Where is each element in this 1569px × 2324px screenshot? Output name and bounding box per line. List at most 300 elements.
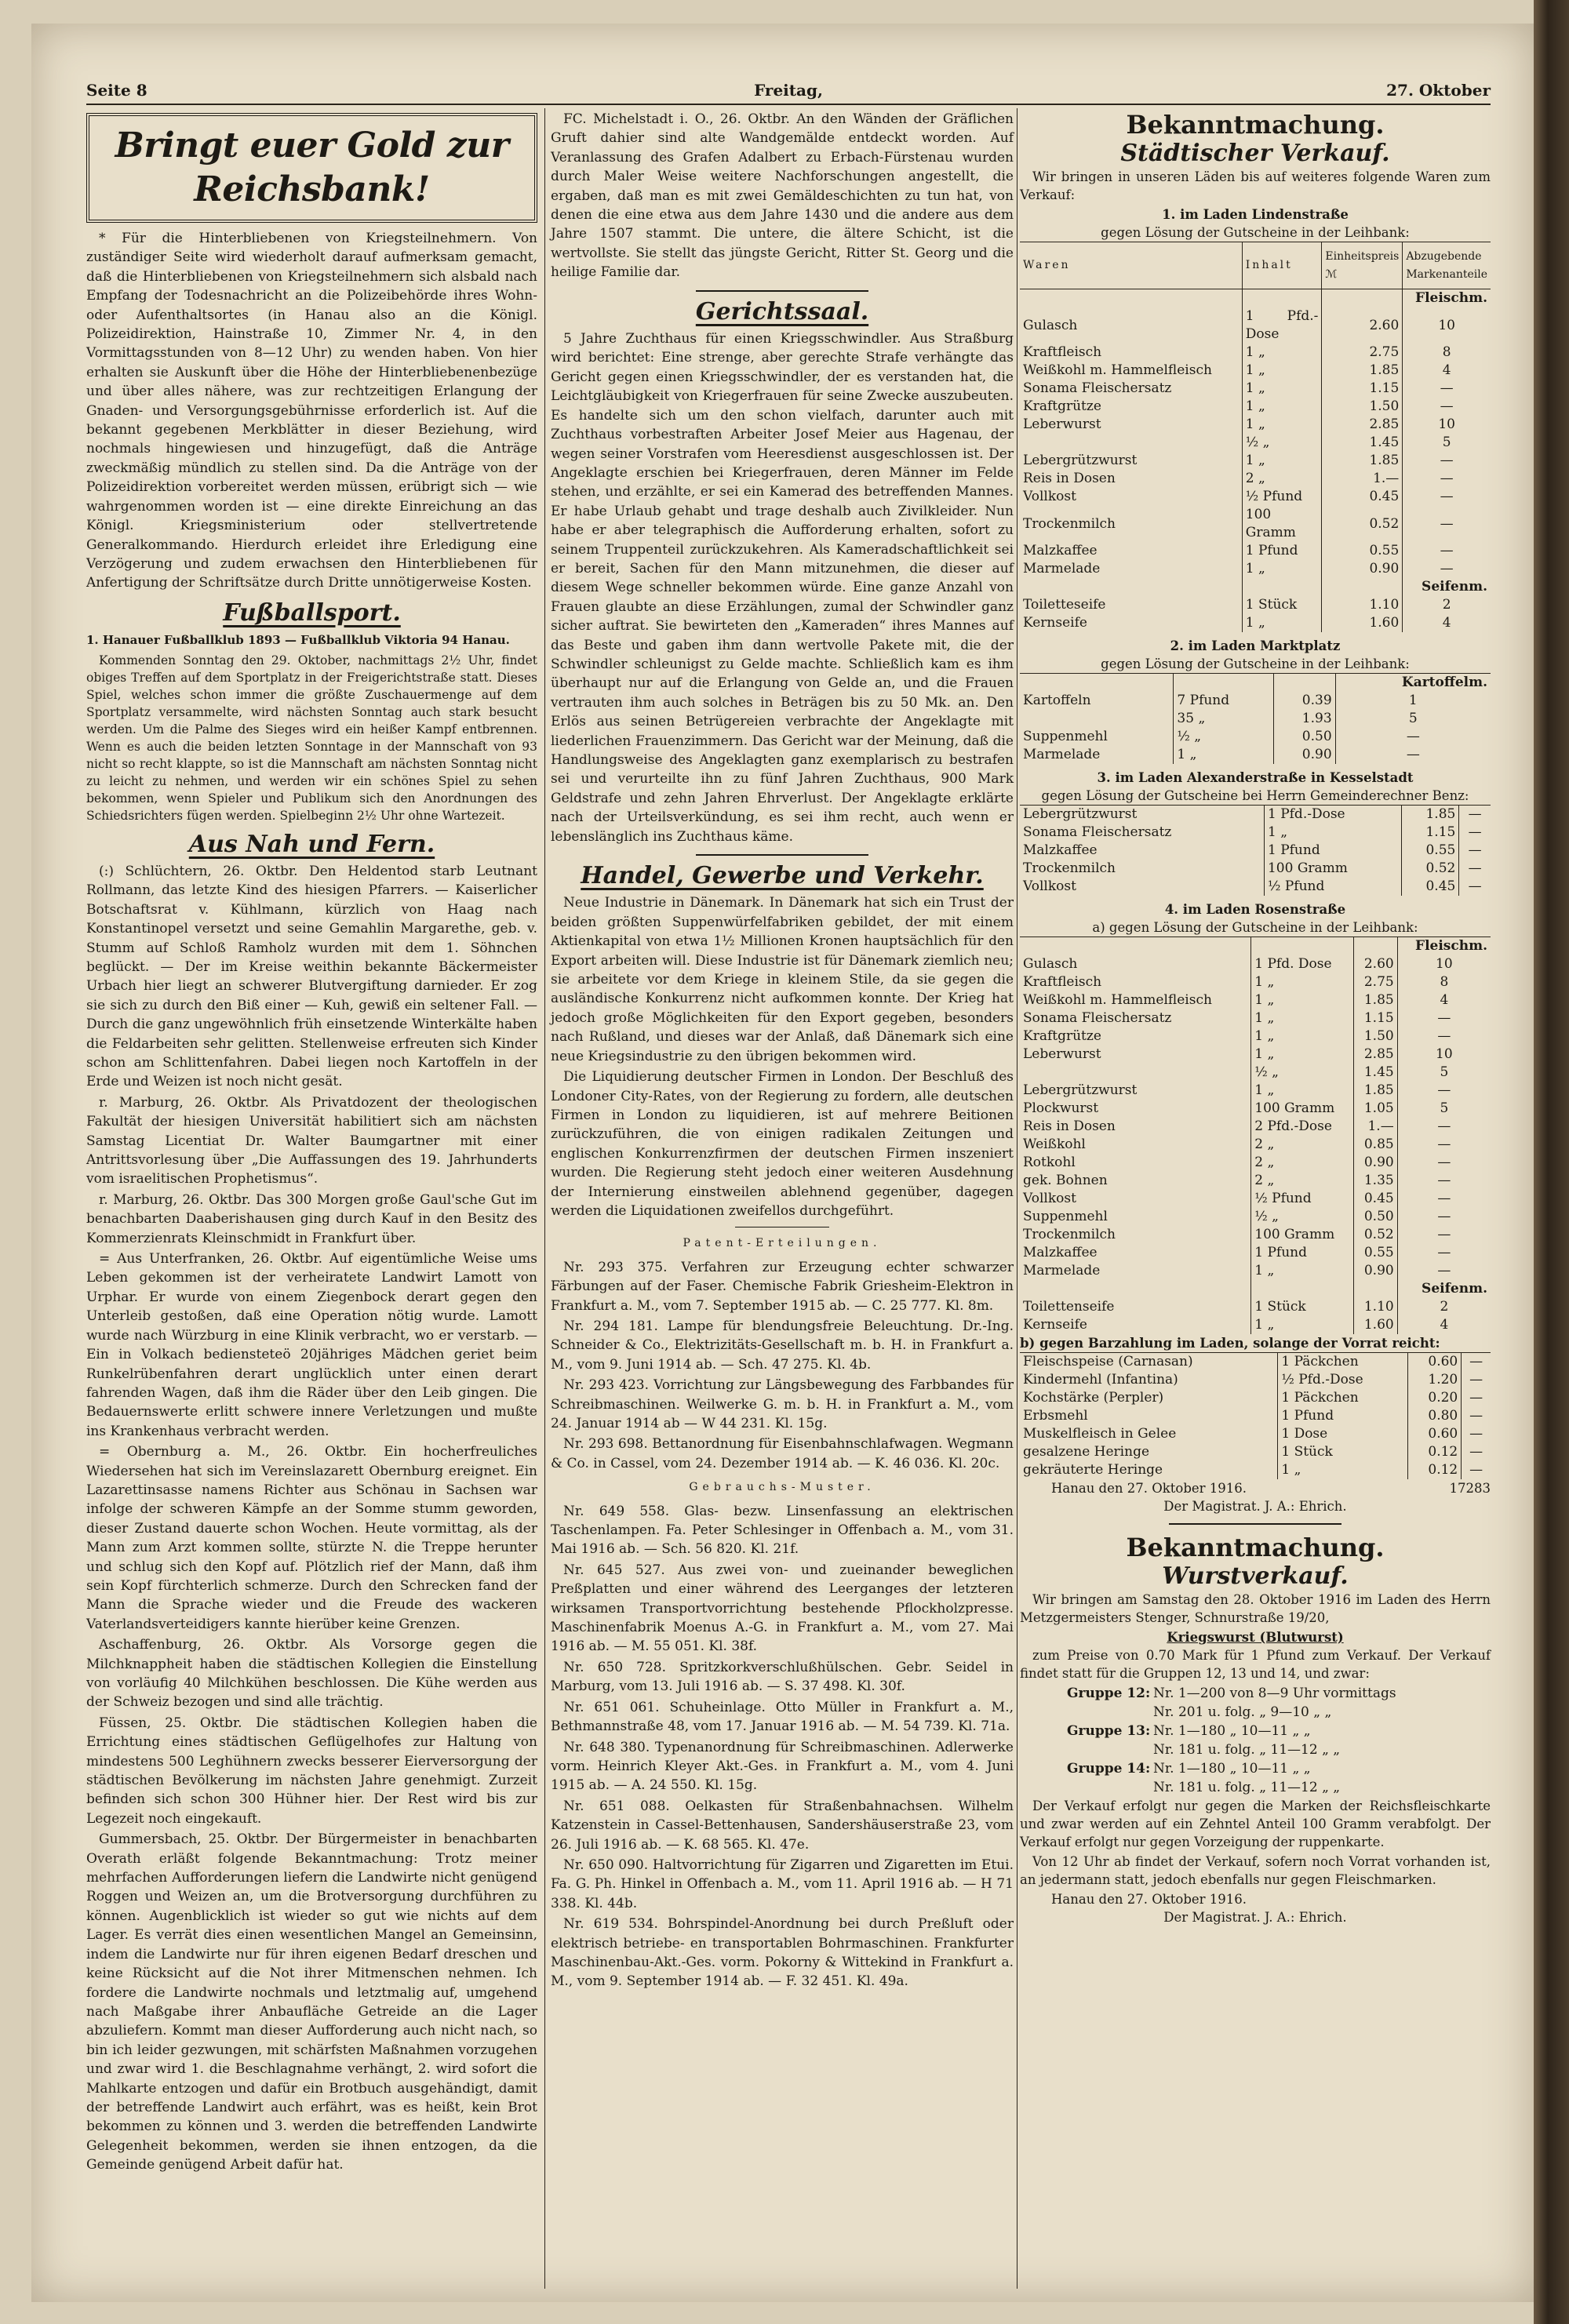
group-row	[1067, 1759, 1491, 1778]
table-row	[1020, 470, 1491, 488]
group-row	[1067, 1684, 1491, 1703]
item-name: Fleischspeise (Carnasan)	[1023, 1354, 1193, 1369]
item-size: ½ „	[1174, 728, 1273, 746]
item-price: 2.75	[1322, 344, 1403, 362]
table-row	[1020, 1027, 1491, 1046]
item-marks: —	[1397, 1190, 1491, 1208]
table-row	[1020, 1172, 1491, 1190]
table-row	[1020, 1371, 1491, 1389]
item-name: Kartoffeln	[1023, 693, 1091, 708]
column-2	[551, 110, 1014, 1993]
item-marks: 10	[1397, 1046, 1491, 1064]
product-name: Kriegswurst (Blutwurst)	[1167, 1630, 1344, 1645]
patent-entry: Nr. 293 375. Verfahren zur Erzeugung echter schwarzer Färbungen auf der Faser. Chemische Fabrik Griesheim-Elektron in Frankfurt a. M., vom 7. September 1915 ab. — C. 25 777. Kl. 8m.	[551, 1259, 1014, 1314]
page-header	[86, 78, 1491, 102]
item-size: 1 Pfund	[1264, 842, 1401, 860]
item-marks: —	[1462, 1407, 1491, 1425]
item-size: 2 Pfd.-Dose	[1251, 1118, 1354, 1136]
table-row	[1020, 1461, 1491, 1479]
item-size: 1 „	[1251, 1046, 1354, 1064]
item-size: 1 Pfund	[1251, 1244, 1354, 1262]
item-name: Kochstärke (Perpler)	[1023, 1390, 1164, 1406]
table-row	[1020, 362, 1491, 380]
item-marks: 5	[1397, 1100, 1491, 1118]
category-label: Fleischm.	[1403, 289, 1491, 308]
item-name: Toilettenseife	[1023, 1299, 1115, 1315]
table-row	[1020, 746, 1491, 764]
item-name: Toiletteseife	[1023, 597, 1106, 613]
item-marks: —	[1459, 806, 1491, 824]
item-price: 1.10	[1322, 596, 1403, 614]
item-name: gekräuterte Heringe	[1023, 1462, 1163, 1478]
item-marks: 4	[1403, 362, 1491, 380]
item-name: Plockwurst	[1023, 1100, 1099, 1116]
patent-title: Patent-Erteilungen.	[683, 1237, 882, 1250]
price-table-1	[1020, 242, 1491, 632]
table-row	[1020, 955, 1491, 973]
table-row	[1020, 1443, 1491, 1461]
notice-signature: Der Magistrat. J. A.: Ehrich.	[1163, 1910, 1347, 1925]
article-daenemark: Neue Industrie in Dänemark. In Dänemark hat sich ein Trust der beiden größten Suppenwürfelfabriken gebildet, der mit einem Aktienkapital von etwa 1½ Millionen Kronen hauptsächlich für den Export arbeiten will. Diese Industrie ist für Dänemark ziemlich neu; sie arbeitete vor dem Kriege in kleinem Stile, da sie gegen die ausländische Konkurrenz nicht aufkommen konnte. Der Krieg hat jedoch große Möglichkeiten für den Export gegeben, besonders nach Rußland, und dieses war der Anlaß, daß Dänemark sich eine neue Kriegsindustrie zu den übrigen bekommen wird.	[551, 895, 1014, 1064]
shop-subheading: gegen Lösung der Gutscheine in der Leihbank:	[1101, 656, 1410, 671]
item-marks: —	[1403, 560, 1491, 578]
gebrauchsmuster-title: Gebrauchs-Muster.	[689, 1481, 876, 1494]
item-price: 1.85	[1322, 362, 1403, 380]
group-label: Gruppe 13:	[1067, 1723, 1151, 1739]
item-price: 0.45	[1322, 488, 1403, 506]
gebrauchsmuster-entry: Nr. 650 090. Haltvorrichtung für Zigarren und Zigaretten im Etui. Fa. G. Ph. Hinkel in Offenbach a. M., vom 11. April 1916 ab. — H 71 338. Kl. 44b.	[551, 1857, 1014, 1911]
news-item: = Obernburg a. M., 26. Oktbr. Ein hocherfreuliches Wiedersehen hat sich im Vereinslazarett Obernburg ereignet. Ein Lazarettinsasse namens Richter aus Schönau in Sachsen war infolge der schweren Kämpfe an der Somme stumm geworden, dieser Zustand dauerte schon Wochen. Heute vormittag, als der Mann zum Arzt kommen sollte, stürzte N. die Treppe herunter und schlug sich den Kopf auf. Plötzlich rief der Mann, daß ihm sein Kopf fürchterlich schmerze. Durch den Schrecken fand der Mann die Sprache wieder und die Freude des wackeren Vaterlandsverteidigers kannte hierüber keine Grenzen.	[86, 1444, 537, 1632]
article-london: Die Liquidierung deutscher Firmen in London. Der Beschluß des Londoner City-Rates, von der Regierung zu fordern, alle deutschen Firmen in London zu liquidieren, ist auf mehrere Beitionen zurückzuführen, die von einigen radikalen Zeitungen und englischen Konkurrenzfirmen der deutschen Firmen inszeniert wurden. Die Regierung steht jedoch einer weiteren Ausdehnung der Internierung einstweilen ablehnend gegenüber, dagegen werden die Liquidationen zweifellos durchgeführt.	[551, 1069, 1014, 1219]
notice-text: Von 12 Uhr ab findet der Verkauf, sofern noch Vorrat vorhanden ist, an jedermann statt, jedoch ebenfalls nur gegen Fleischmarken.	[1020, 1854, 1491, 1887]
item-marks: —	[1335, 746, 1491, 764]
item-size: 1 Dose	[1278, 1425, 1407, 1443]
item-price: 1.45	[1322, 434, 1403, 452]
item-size: 1 „	[1251, 973, 1354, 991]
item-name: Gulasch	[1023, 956, 1078, 972]
table-row	[1020, 824, 1491, 842]
item-price: 0.45	[1401, 878, 1459, 896]
item-marks: —	[1459, 842, 1491, 860]
item-size: 1 „	[1174, 746, 1273, 764]
table-row	[1020, 728, 1491, 746]
column-divider-1	[544, 108, 545, 2289]
shop-heading: 2. im Laden Marktplatz	[1170, 638, 1341, 653]
gebrauchsmuster-entry: Nr. 619 534. Bohrspindel-Anordnung bei durch Preßluft oder elektrisch betriebe- en transportablen Bohrmaschinen. Frankfurter Maschinenbau-Akt.-Ges. vorm. Pokorny & Wittekind in Frankfurt a. M., vom 9. September 1914 ab. — F. 32 451. Kl. 49a.	[551, 1916, 1014, 1990]
item-size: ½ „	[1242, 434, 1322, 452]
item-name: Weißkohl m. Hammelfleisch	[1023, 362, 1212, 378]
item-price: 0.55	[1354, 1244, 1397, 1262]
gebrauchsmuster-entry: Nr. 649 558. Glas- bezw. Linsenfassung an elektrischen Taschenlampen. Fa. Peter Schlesinger in Offenbach a. M., vom 31. Mai 1916 ab. — Sch. 56 820. Kl. 21f.	[551, 1503, 1014, 1558]
item-size: 1 „	[1251, 991, 1354, 1009]
shop-heading: 1. im Laden Lindenstraße	[1162, 207, 1349, 222]
item-name	[1020, 1064, 1251, 1082]
patent-entry: Nr. 293 423. Vorrichtung zur Längsbewegung des Farbbandes für Schreibmaschinen. Weilwerke G. m. b. H. in Frankfurt a. M., vom 24. Januar 1914 ab — W 44 231. Kl. 15g.	[551, 1377, 1014, 1431]
item-name: Vollkost	[1023, 489, 1076, 504]
table-row	[1020, 1389, 1491, 1407]
shop-subheading: a) gegen Lösung der Gutscheine in der Leihbank:	[1092, 920, 1418, 935]
item-price: 0.50	[1273, 728, 1335, 746]
item-price: 1.45	[1354, 1064, 1397, 1082]
article-michelstadt: FC. Michelstadt i. O., 26. Oktbr. An den Wänden der Gräflichen Gruft dahier sind alte Wandgemälde entdeckt worden. Auf Veranlassung des Grafen Adalbert zu Erbach-Fürstenau wurden durch Maler Weise weitere Nachforschungen angestellt, die ergaben, daß man es mit zwei Gemäldeschichten zu tun hat, von denen die eine etwa aus dem Jahre 1430 und die andere aus dem Jahre 1507 stammt. Die untere, die ältere Schicht, ist die wertvollste. Sie stellt das jüngste Gericht, Ritter St. Georg und die heilige Familie dar.	[551, 111, 1014, 281]
item-price: 0.52	[1354, 1226, 1397, 1244]
table-row	[1020, 1226, 1491, 1244]
header-rule	[86, 104, 1491, 105]
date-label: 27. Oktober	[1386, 81, 1491, 100]
gebrauchsmuster-entry: Nr. 650 728. Spritzkorkverschlußhülschen. Gebr. Seidel in Marburg, vom 13. Juli 1916 ab. — S. 37 498. Kl. 30f.	[551, 1659, 1014, 1695]
section-title-gerichtssaal: Gerichtssaal.	[695, 297, 869, 326]
item-size: 1 „	[1251, 1082, 1354, 1100]
news-item: Gummersbach, 25. Oktbr. Der Bürgermeister in benachbarten Overath erläßt folgende Bekanntmachung: Trotz meiner mehrfachen Aufforderungen liefern die Landwirte nicht genügend Roggen und Weizen an, um die Brotversorgung durchführen zu können. Augenblicklich ist wieder so gut wie nichts auf dem Lager. Es verrät dies einen wesentlichen Mangel an Gemeinsinn, indem die Landwirte nur für ihren eigenen Bedarf dreschen und keine Rücksicht auf die Not ihrer Mitmenschen nehmen. Ich fordere die Landwirte nochmals und letztmalig auf, umgehend nach Maßgabe ihrer Anbaufläche Getreide an die Lager abzuliefern. Kommt man dieser Aufforderung auch nicht nach, so bin ich leider gezwungen, mit schärfsten Maßnahmen vorzugehen und zwar wird 1. die Beschlagnahme verhängt, 2. wird sofort die Mahlkarte entzogen und dafür ein Brotbuch ausgehändigt, damit der betreffende Landwirt auch erfährt, was es heißt, kein Brot bekommen zu können und 3. werden die betreffenden Landwirte Gelegenheit bekommen, werden sie ihnen entzogen, da die Gemeinde genügend Arbeit dafür hat.	[86, 1831, 537, 2173]
news-item: Aschaffenburg, 26. Oktbr. Als Vorsorge gegen die Milchknappheit haben die städtischen Kollegien die Einstellung von vorläufig 40 Milchkühen beschlossen. Die Kühe werden aus der Schweiz bezogen und sind alle trächtig.	[86, 1637, 537, 1711]
category-label: Kartoffelm.	[1335, 674, 1491, 693]
item-size: ½ „	[1251, 1064, 1354, 1082]
item-marks: 4	[1397, 1316, 1491, 1334]
category-row	[1020, 578, 1491, 596]
category-row	[1020, 289, 1491, 308]
item-marks: 5	[1397, 1064, 1491, 1082]
news-item: (:) Schlüchtern, 26. Oktbr. Den Heldentod starb Leutnant Rollmann, das letzte Kind des hiesigen Pfarrers. — Kaiserlicher Botschaftsrat v. Kühlmann, kürzlich von Haag nach Konstantinopel versetzt und seine Gemahlin Margarethe, geb. v. Stumm auf Schloß Ramholz wurden mit dem 1. Söhnchen beglückt. — Der im Kreise weithin bekannte Bäckermeister Urbach hier liegt an schwerer Blutvergiftung darnieder. Er zog sie sich zu durch den Biß einer — Kuh, gewiß ein seltener Fall. — Durch die ganz ungewöhnlich früh einsetzende Winterkälte haben die Feldarbeiten sehr gelitten. Stellenweise erfreuten sich Kinder schon am Schlittenfahren. Dabei liegen noch Kartoffeln in der Erde und Weizen ist noch nicht gesät.	[86, 863, 537, 1090]
weekday: Freitag,	[754, 81, 823, 100]
table-row	[1020, 1316, 1491, 1334]
item-marks: —	[1459, 878, 1491, 896]
table-row	[1020, 806, 1491, 824]
item-marks: —	[1403, 452, 1491, 470]
item-name: Suppenmehl	[1023, 729, 1108, 744]
item-size: 1 Pfund	[1278, 1407, 1407, 1425]
item-name: Lebergrützwurst	[1023, 453, 1138, 468]
table-row	[1020, 596, 1491, 614]
item-price: 1.15	[1354, 1009, 1397, 1027]
notice-date: Hanau den 27. Oktober 1916.	[1051, 1892, 1247, 1907]
table-row	[1020, 1244, 1491, 1262]
item-name: Vollkost	[1023, 878, 1076, 894]
item-name: Erbsmehl	[1023, 1408, 1088, 1424]
notice-intro: Wir bringen in unseren Läden bis auf weiteres folgende Waren zum Verkauf:	[1020, 169, 1491, 202]
item-price: 0.52	[1322, 506, 1403, 542]
table-row	[1020, 842, 1491, 860]
category-row	[1020, 674, 1491, 693]
group-time: Nr. 201 u. folg. „ 9—10 „ „	[1153, 1704, 1332, 1720]
item-price: 1.85	[1354, 991, 1397, 1009]
item-name: Reis in Dosen	[1023, 1118, 1116, 1134]
item-marks: —	[1403, 470, 1491, 488]
item-size: 1 „	[1242, 452, 1322, 470]
item-name: Weißkohl	[1023, 1137, 1086, 1152]
item-price: 0.20	[1407, 1389, 1461, 1407]
item-marks: —	[1403, 488, 1491, 506]
notice-title: Bekanntmachung.	[1126, 1533, 1385, 1562]
category-row	[1020, 1280, 1491, 1298]
item-name	[1020, 434, 1242, 452]
item-price: 1.85	[1354, 1082, 1397, 1100]
item-price: 1.15	[1322, 380, 1403, 398]
item-size: ½ „	[1251, 1208, 1354, 1226]
item-name: Marmelade	[1023, 1263, 1101, 1278]
shop-subheading: b) gegen Barzahlung im Laden, solange der Vorrat reicht:	[1020, 1336, 1440, 1351]
divider	[1169, 1523, 1341, 1525]
shop-subheading: gegen Lösung der Gutscheine in der Leihbank:	[1101, 225, 1410, 240]
item-name: Leberwurst	[1023, 416, 1101, 432]
patent-entry: Nr. 294 181. Lampe für blendungsfreie Beleuchtung. Dr.-Ing. Schneider & Co., Elektrizitäts-Gesellschaft m. b. H. in Frankfurt a. M., vom 9. Juni 1914 ab. — Sch. 47 275. Kl. 4b.	[551, 1318, 1014, 1373]
item-marks: 2	[1397, 1298, 1491, 1316]
gebrauchsmuster-entry: Nr. 645 527. Aus zwei von- und zueinander beweglichen Preßplatten und einer während des Leerganges der letzteren wirksamen Transportvorrichtung bestehende Pflockholzpresse. Maschinenfabrik Moenus A.-G. in Frankfurt a. M., vom 27. Mai 1916 ab. — M. 55 051. Kl. 38f.	[551, 1562, 1014, 1655]
item-size: ½ Pfund	[1264, 878, 1401, 896]
item-name: Lebergrützwurst	[1023, 1082, 1138, 1098]
item-size: 1 Pfd.-Dose	[1264, 806, 1401, 824]
table-row	[1020, 307, 1491, 344]
item-name: Trockenmilch	[1023, 1227, 1116, 1242]
item-name: Trockenmilch	[1023, 860, 1116, 876]
item-name	[1020, 710, 1174, 728]
item-marks: —	[1459, 824, 1491, 842]
category-label: Fleischm.	[1397, 937, 1491, 956]
item-name: Suppenmehl	[1023, 1209, 1108, 1224]
item-price: 2.60	[1354, 955, 1397, 973]
item-size: 7 Pfund	[1174, 692, 1273, 710]
item-price: 0.12	[1407, 1461, 1461, 1479]
item-price: 0.80	[1407, 1407, 1461, 1425]
notice-intro: Wir bringen am Samstag den 28. Oktober 1916 im Laden des Herrn Metzgermeisters Stenger, Schnurstraße 19/20,	[1020, 1592, 1491, 1625]
price-table-2	[1020, 673, 1491, 764]
item-size: 1 Pfund	[1242, 542, 1322, 560]
item-price: 0.60	[1407, 1353, 1461, 1372]
item-size: 1 „	[1242, 560, 1322, 578]
item-price: 0.90	[1273, 746, 1335, 764]
item-size: 1 „	[1242, 614, 1322, 632]
table-row	[1020, 452, 1491, 470]
item-size: 1 „	[1242, 362, 1322, 380]
table-row	[1020, 398, 1491, 416]
item-name: Kindermehl (Infantina)	[1023, 1372, 1178, 1387]
notice-number: 17283	[1449, 1481, 1491, 1496]
item-price: 1.85	[1401, 806, 1459, 824]
item-name: Vollkost	[1023, 1191, 1076, 1206]
item-size: 1 „	[1242, 380, 1322, 398]
item-size: 1 „	[1251, 1009, 1354, 1027]
item-size: 1 „	[1278, 1461, 1407, 1479]
item-marks: 5	[1403, 434, 1491, 452]
item-size: 2 „	[1251, 1172, 1354, 1190]
col-header-waren: Waren	[1020, 242, 1242, 289]
item-name: Trockenmilch	[1023, 515, 1116, 532]
item-name: Sonama Fleischersatz	[1023, 1010, 1172, 1026]
table-row	[1020, 692, 1491, 710]
item-name: Malzkaffee	[1023, 1245, 1098, 1260]
table-row	[1020, 1046, 1491, 1064]
item-marks: 10	[1397, 955, 1491, 973]
item-marks: 5	[1335, 710, 1491, 728]
table-row	[1020, 1064, 1491, 1082]
price-table-4	[1020, 937, 1491, 1334]
table-row	[1020, 560, 1491, 578]
table-row	[1020, 710, 1491, 728]
item-name: Reis in Dosen	[1023, 471, 1116, 486]
item-marks: —	[1462, 1389, 1491, 1407]
table-row	[1020, 1208, 1491, 1226]
item-name: Kraftfleisch	[1023, 974, 1102, 990]
item-size: 100 Gramm	[1251, 1226, 1354, 1244]
news-item: r. Marburg, 26. Oktbr. Als Privatdozent der theologischen Fakultät der hiesigen Universität habilitiert sich am nächsten Samstag Licentiat Dr. Walter Baumgartner mit einer Antrittsvorlesung über „Die Auffassungen des 19. Jahrhunderts vom israelitischen Prophetismus“.	[86, 1094, 537, 1187]
item-price: 0.12	[1407, 1443, 1461, 1461]
item-size: 2 „	[1251, 1136, 1354, 1154]
group-label	[1067, 1703, 1153, 1722]
table-row	[1020, 1298, 1491, 1316]
item-size: 1 „	[1242, 344, 1322, 362]
table-row	[1020, 860, 1491, 878]
group-row	[1067, 1722, 1491, 1740]
table-row	[1020, 878, 1491, 896]
table-row	[1020, 1118, 1491, 1136]
item-size: 1 „	[1251, 1027, 1354, 1046]
item-price: 0.50	[1354, 1208, 1397, 1226]
item-size: 1 „	[1264, 824, 1401, 842]
shop-heading: 4. im Laden Rosenstraße	[1164, 902, 1346, 917]
table-row	[1020, 380, 1491, 398]
article-gerichtssaal: 5 Jahre Zuchthaus für einen Kriegsschwindler. Aus Straßburg wird berichtet: Eine strenge, aber gerechte Strafe verhängte das Gericht gegen einen Kriegsschwindler, der es verstanden hat, die Leichtgläubigkeit von Kriegerfrauen für seine Zwecke auszubeuten. Es handelte sich um den schon vielfach, darunter auch mit Zuchthaus vorbestraften Arbeiter Josef Meier aus Hagenau, der wegen seiner Vorstrafen vom Heeresdienst ausgeschlossen ist. Der Angeklagte erschien bei Kriegerfrauen, deren Männer im Felde stehen, und erzählte, er sei ein Kamerad des betreffenden Mannes. Er habe Urlaub gehabt und trage deshalb auch Zivilkleider. Nun habe er aber telegraphisch die Aufforderung erhalten, sofort zu seinem Truppenteil zurückzukehren. Als Kameradschaftlichkeit sei er bereit, Sachen für den Mann mitzunehmen, die dieser auf diesem Wege schneller bekommen würde. Eine ganze Anzahl von Frauen glaubte an diese Erzählungen, zumal der Schwindler ganz sicher auftrat. Sie bewirteten den „Kameraden“ ihres Mannes auf das Beste und gaben ihm dann wertvolle Pakete mit, die der Schwindler schleunigst zu Gelde machte. Schließlich kam es ihm überhaupt nur auf die Erlangung von Gelde an, und die Frauen vertrauten ihm auch solches in Beträgen bis zu 50 Mk. an. Den Erlös aus seinen Betrügereien verbrachte der Angeklagte mit liederlichen Frauenzimmern. Das Gericht war der Meinung, daß die Handlungsweise des Angeklagten ganz exemplarisch zu bestrafen sei und verurteilte ihn zu fünf Jahren Zuchthaus, 900 Mark Geldstrafe und zehn Jahren Ehrverlust. Der Angeklagte erklärte nach der Urteilsverkündung, es sei ihm recht, auch wenn er lebenslänglich ins Zuchthaus käme.	[551, 331, 1014, 845]
item-price: 0.60	[1407, 1425, 1461, 1443]
item-marks: —	[1403, 542, 1491, 560]
item-price: 1.93	[1273, 710, 1335, 728]
item-price: 2.85	[1322, 416, 1403, 434]
gold-banner: Bringt euer Gold zur Reichsbank!	[86, 113, 537, 223]
divider	[696, 290, 868, 292]
item-name: Gulasch	[1023, 317, 1078, 333]
item-size: 2 „	[1242, 470, 1322, 488]
table-row	[1020, 434, 1491, 452]
item-marks: —	[1403, 380, 1491, 398]
item-size: ½ Pfd.-Dose	[1278, 1371, 1407, 1389]
item-price: 1.05	[1354, 1100, 1397, 1118]
fussball-headline: 1. Hanauer Fußballklub 1893 — Fußballklub Viktoria 94 Hanau.	[86, 633, 510, 648]
item-name: Sonama Fleischersatz	[1023, 824, 1172, 840]
page-number: Seite 8	[86, 81, 147, 100]
item-price: 2.75	[1354, 973, 1397, 991]
item-price: 2.85	[1354, 1046, 1397, 1064]
item-marks: —	[1397, 1027, 1491, 1046]
notice-subtitle: Wurstverkauf.	[1162, 1562, 1349, 1590]
item-marks: 8	[1397, 973, 1491, 991]
item-size: 1 Päckchen	[1278, 1389, 1407, 1407]
table-row	[1020, 542, 1491, 560]
item-marks: —	[1462, 1425, 1491, 1443]
item-price: 1.10	[1354, 1298, 1397, 1316]
group-row	[1067, 1778, 1491, 1797]
item-name: Kraftgrütze	[1023, 398, 1101, 414]
item-price: 2.60	[1322, 307, 1403, 344]
item-marks: 2	[1403, 596, 1491, 614]
item-marks: 4	[1403, 614, 1491, 632]
item-marks: 10	[1403, 307, 1491, 344]
group-time: Nr. 1—180 „ 10—11 „ „	[1153, 1723, 1311, 1739]
item-size: ½ Pfund	[1242, 488, 1322, 506]
column-1	[86, 110, 537, 2177]
item-price: 1.60	[1322, 614, 1403, 632]
item-price: 1.85	[1322, 452, 1403, 470]
item-price: 0.39	[1273, 692, 1335, 710]
item-marks: —	[1397, 1154, 1491, 1172]
table-row	[1020, 488, 1491, 506]
table-row	[1020, 991, 1491, 1009]
item-price: 0.45	[1354, 1190, 1397, 1208]
item-size: 100 Gramm	[1251, 1100, 1354, 1118]
table-row	[1020, 1190, 1491, 1208]
item-marks: —	[1403, 506, 1491, 542]
item-name: Marmelade	[1023, 747, 1101, 762]
item-size: 35 „	[1174, 710, 1273, 728]
item-price: 1.60	[1354, 1316, 1397, 1334]
item-name: Sonama Fleischersatz	[1023, 380, 1172, 396]
gebrauchsmuster-entry: Nr. 651 088. Oelkasten für Straßenbahnachsen. Wilhelm Katzenstein in Cassel-Bettenhausen, Sandershäuserstraße 23, vom 26. Juli 1916 ab. — K. 68 565. Kl. 47e.	[551, 1798, 1014, 1853]
item-marks: —	[1462, 1461, 1491, 1479]
item-price: 1.—	[1354, 1118, 1397, 1136]
category-label: Seifenm.	[1403, 578, 1491, 596]
item-marks: —	[1397, 1082, 1491, 1100]
notice-text: zum Preise von 0.70 Mark für 1 Pfund zum Verkauf. Der Verkauf findet statt für die Gruppen 12, 13 und 14, und zwar:	[1020, 1648, 1491, 1681]
item-size: 100 Gramm	[1264, 860, 1401, 878]
item-name: Malzkaffee	[1023, 543, 1098, 558]
item-marks: —	[1397, 1118, 1491, 1136]
table-row	[1020, 506, 1491, 542]
group-time: Nr. 1—180 „ 10—11 „ „	[1153, 1761, 1311, 1777]
group-schedule	[1020, 1684, 1491, 1797]
item-name: Leberwurst	[1023, 1046, 1101, 1062]
item-price: 0.90	[1354, 1154, 1397, 1172]
item-name: Kraftfleisch	[1023, 344, 1102, 360]
item-price: 0.85	[1354, 1136, 1397, 1154]
notice-signature: Der Magistrat. J. A.: Ehrich.	[1163, 1499, 1347, 1514]
item-marks: —	[1397, 1208, 1491, 1226]
item-price: 0.55	[1322, 542, 1403, 560]
table-row	[1020, 973, 1491, 991]
item-marks: —	[1397, 1262, 1491, 1280]
item-size: 1 „	[1251, 1316, 1354, 1334]
item-marks: —	[1462, 1443, 1491, 1461]
news-item: Füssen, 25. Oktbr. Die städtischen Kollegien haben die Errichtung eines städtischen Geflügelhofes zur Haltung von mindestens 500 Leghühnern zwecks besserer Eierversorgung der städtischen Bevölkerung im nächsten Jahre genehmigt. Zurzeit befinden sich schon 300 Hühner hier. Der Rest wird bis zur Legezeit noch eingekauft.	[86, 1715, 537, 1827]
shop-heading: 3. im Laden Alexanderstraße in Kesselstadt	[1097, 770, 1414, 785]
item-size: ½ Pfund	[1251, 1190, 1354, 1208]
gebrauchsmuster-entry: Nr. 648 380. Typenanordnung für Schreibmaschinen. Adlerwerke vorm. Heinrich Kleyer Akt.-Ges. in Frankfurt a. M., vom 4. Juni 1915 ab. — A. 24 550. Kl. 15g.	[551, 1739, 1014, 1794]
item-size: 1 Pfd. Dose	[1251, 955, 1354, 973]
item-name: Malzkaffee	[1023, 842, 1098, 858]
item-marks: —	[1397, 1172, 1491, 1190]
item-marks: —	[1397, 1244, 1491, 1262]
item-size: 1 Pfd.-Dose	[1242, 307, 1322, 344]
table-row	[1020, 614, 1491, 632]
item-marks: —	[1462, 1353, 1491, 1372]
col-header-marken: Abzugebende Markenanteile	[1403, 242, 1491, 289]
item-size: 1 Päckchen	[1278, 1353, 1407, 1372]
item-marks: 1	[1335, 692, 1491, 710]
group-label: Gruppe 14:	[1067, 1761, 1151, 1777]
item-marks: 4	[1397, 991, 1491, 1009]
group-time: Nr. 181 u. folg. „ 11—12 „ „	[1153, 1742, 1341, 1758]
item-size: 100 Gramm	[1242, 506, 1322, 542]
item-name: Kraftgrütze	[1023, 1028, 1101, 1044]
item-price: 0.90	[1322, 560, 1403, 578]
item-price: 1.50	[1354, 1027, 1397, 1046]
item-name: Lebergrützwurst	[1023, 806, 1138, 822]
item-marks: —	[1397, 1009, 1491, 1027]
item-marks: 10	[1403, 416, 1491, 434]
notice-title: Bekanntmachung.	[1126, 110, 1385, 140]
gebrauchsmuster-entry: Nr. 651 061. Schuheinlage. Otto Müller in Frankfurt a. M., Bethmannstraße 48, vom 17. Januar 1916 ab. — M. 54 739. Kl. 71a.	[551, 1699, 1014, 1735]
binding-edge	[1534, 0, 1569, 2324]
item-name: gek. Bohnen	[1023, 1173, 1108, 1188]
category-row	[1020, 937, 1491, 956]
group-time: Nr. 1—200 von 8—9 Uhr vormittags	[1153, 1686, 1396, 1701]
table-row	[1020, 1425, 1491, 1443]
